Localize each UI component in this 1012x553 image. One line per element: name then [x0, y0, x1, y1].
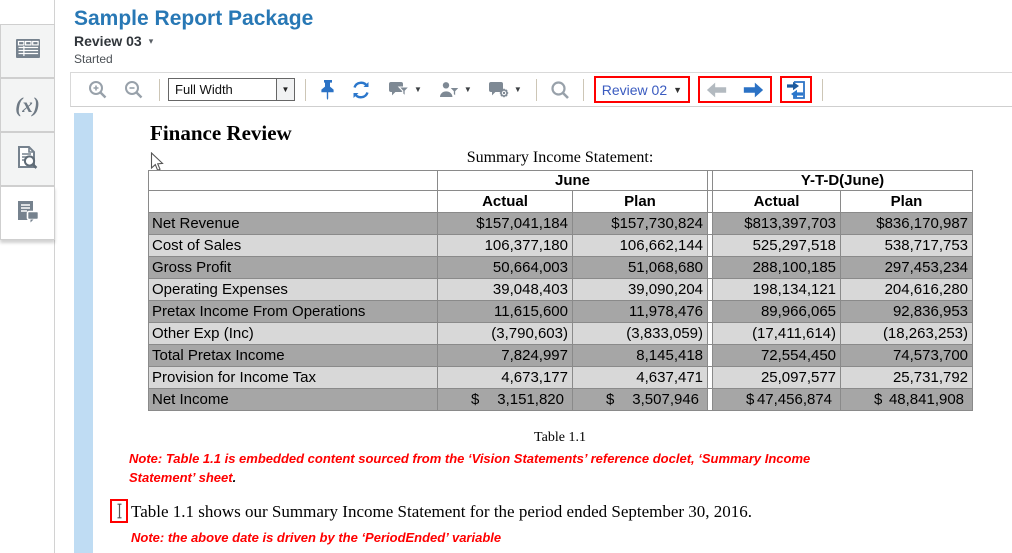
chevron-down-icon: ▼ — [414, 85, 422, 94]
document-comment-icon — [15, 199, 41, 228]
value-cell: 297,453,234 — [841, 257, 973, 279]
toolbar-separator — [159, 79, 160, 101]
value-cell: 72,554,450 — [713, 345, 841, 367]
value-cell: 538,717,753 — [841, 235, 973, 257]
value-cell: 11,978,476 — [573, 301, 708, 323]
pin-button[interactable] — [318, 79, 338, 101]
review-instance-selector[interactable] — [602, 82, 682, 98]
table-group-header-row — [149, 171, 973, 191]
value-text: 3,507,946 — [632, 391, 700, 408]
row-label-cell: Pretax Income From Operations — [149, 301, 438, 323]
value-cell — [438, 389, 573, 411]
view-mode-select[interactable] — [168, 78, 295, 101]
user-filter-dropdown[interactable] — [438, 81, 472, 98]
value-cell: $836,170,987 — [841, 213, 973, 235]
value-cell: 7,824,997 — [438, 345, 573, 367]
sidebar-tab-document-search[interactable] — [0, 132, 55, 186]
value-cell: 50,664,003 — [438, 257, 573, 279]
value-cell: 25,097,577 — [713, 367, 841, 389]
currency-symbol: $ — [874, 391, 883, 408]
row-label-cell: Cost of Sales — [149, 235, 438, 257]
note-line: Statement’ sheet — [129, 470, 233, 485]
review-cycle-label: Review 03 — [74, 33, 142, 49]
value-cell: $157,730,824 — [573, 213, 708, 235]
report-grid-icon — [15, 38, 41, 64]
doclet-heading: Finance Review — [150, 121, 292, 145]
currency-symbol: $ — [746, 391, 755, 408]
page-title: Sample Report Package — [74, 7, 314, 30]
row-label-cell: Net Revenue — [149, 213, 438, 235]
table-caption: Table 1.1 — [534, 430, 586, 445]
group-header-june: June — [438, 171, 708, 191]
nav-arrows-highlight — [698, 76, 772, 103]
table-row — [149, 213, 973, 235]
arrow-left-icon — [706, 81, 728, 99]
table-row — [149, 323, 973, 345]
value-cell: 204,616,280 — [841, 279, 973, 301]
comment-filter-icon — [388, 81, 410, 98]
variable-note: Note: the above date is driven by the ‘PeriodEnded’ variable — [131, 530, 502, 545]
sidebar-tab-variables[interactable] — [0, 78, 55, 132]
subheader-cell: Plan — [841, 191, 973, 213]
value-cell: 525,297,518 — [713, 235, 841, 257]
value-cell: 11,615,600 — [438, 301, 573, 323]
value-cell: $813,397,703 — [713, 213, 841, 235]
value-cell — [841, 389, 973, 411]
subheader-cell: Actual — [438, 191, 573, 213]
table-row — [149, 257, 973, 279]
comment-settings-icon — [488, 81, 510, 98]
sync-doclet-button[interactable] — [785, 80, 807, 100]
user-filter-icon — [438, 81, 460, 98]
value-text: 48,841,908 — [888, 391, 965, 408]
toolbar-separator — [583, 79, 584, 101]
toolbar-separator — [536, 79, 537, 101]
group-header-ytd: Y-T-D(June) — [713, 171, 973, 191]
toolbar-separator — [822, 79, 823, 101]
empty-header-cell — [149, 191, 438, 213]
table-row — [149, 235, 973, 257]
chevron-down-icon: ▼ — [673, 84, 683, 95]
value-cell: 39,048,403 — [438, 279, 573, 301]
currency-symbol: $ — [606, 391, 615, 408]
value-cell: (17,411,614) — [713, 323, 841, 345]
value-cell: 51,068,680 — [573, 257, 708, 279]
value-cell: 8,145,418 — [573, 345, 708, 367]
subheader-cell: Plan — [573, 191, 708, 213]
next-button[interactable] — [742, 81, 764, 99]
value-cell: 39,090,204 — [573, 279, 708, 301]
embedded-content-note — [129, 449, 959, 487]
table-row — [149, 367, 973, 389]
value-text: 3,151,820 — [497, 391, 564, 408]
zoom-in-button[interactable] — [87, 79, 109, 101]
value-cell: 4,673,177 — [438, 367, 573, 389]
review-selector-highlight — [594, 76, 690, 103]
comment-settings-dropdown[interactable] — [488, 81, 522, 98]
refresh-icon — [350, 79, 372, 101]
value-cell: 74,573,700 — [841, 345, 973, 367]
variables-icon: (x) — [15, 92, 40, 117]
value-cell: 288,100,185 — [713, 257, 841, 279]
zoom-out-button[interactable] — [123, 79, 145, 101]
toolbar-separator — [305, 79, 306, 101]
table-title: Summary Income Statement: — [466, 149, 654, 166]
row-label-cell: Gross Profit — [149, 257, 438, 279]
toolbar — [70, 72, 1012, 107]
value-cell: $157,041,184 — [438, 213, 573, 235]
row-label-cell: Provision for Income Tax — [149, 367, 438, 389]
view-mode-value: Full Width — [175, 82, 233, 97]
row-label-cell: Operating Expenses — [149, 279, 438, 301]
chevron-down-icon: ▾ — [148, 35, 154, 46]
value-cell: (3,833,059) — [573, 323, 708, 345]
income-statement-table — [148, 170, 973, 411]
text-cursor-icon — [115, 503, 124, 519]
sync-doclet-icon — [785, 80, 807, 100]
value-cell: (18,263,253) — [841, 323, 973, 345]
row-label-cell: Total Pretax Income — [149, 345, 438, 367]
table-row — [149, 345, 973, 367]
row-label-cell: Net Income — [149, 389, 438, 411]
note-line: Note: Table 1.1 is embedded content sourced from the ‘Vision Statements’ reference doclet, ‘Summary Income — [129, 451, 811, 466]
value-cell — [573, 389, 708, 411]
value-cell: (3,790,603) — [438, 323, 573, 345]
value-cell: 25,731,792 — [841, 367, 973, 389]
value-cell: 106,662,144 — [573, 235, 708, 257]
body-paragraph: Table 1.1 shows our Summary Income Statement for the period ended September 30, 2016. — [131, 502, 753, 521]
currency-symbol: $ — [471, 391, 480, 408]
search-button[interactable] — [549, 79, 571, 101]
value-cell: 106,377,180 — [438, 235, 573, 257]
review-cycle-selector[interactable] — [74, 33, 153, 49]
row-label-cell: Other Exp (Inc) — [149, 323, 438, 345]
value-cell — [713, 389, 841, 411]
previous-button[interactable] — [706, 81, 728, 99]
chevron-down-icon: ▼ — [513, 85, 522, 94]
subheader-cell: Actual — [713, 191, 841, 213]
value-cell: 198,134,121 — [713, 279, 841, 301]
zoom-in-icon — [87, 79, 109, 101]
empty-header-cell — [149, 171, 438, 191]
note-period: . — [232, 470, 237, 485]
table-row — [149, 301, 973, 323]
table-subheader-row — [149, 191, 973, 213]
refresh-button[interactable] — [350, 79, 372, 101]
review-instance-label: Review 02 — [601, 81, 668, 98]
sidebar-tab-document-comment[interactable] — [0, 186, 55, 240]
arrow-right-icon — [742, 81, 764, 99]
value-cell: 4,637,471 — [573, 367, 708, 389]
table-row — [149, 279, 973, 301]
comment-filter-dropdown[interactable] — [388, 81, 422, 98]
view-mode-dropdown-button[interactable] — [276, 79, 294, 100]
sync-doclet-highlight — [780, 76, 812, 103]
search-icon — [549, 79, 571, 101]
pin-icon — [318, 79, 338, 101]
value-cell: 92,836,953 — [841, 301, 973, 323]
chevron-down-icon: ▼ — [463, 85, 472, 94]
sidebar-tab-report-grid[interactable] — [0, 24, 55, 78]
table-row — [149, 389, 973, 411]
zoom-out-icon — [123, 79, 145, 101]
value-cell: 89,966,065 — [713, 301, 841, 323]
document-search-icon — [15, 145, 40, 174]
chevron-down-icon: ▼ — [281, 85, 290, 94]
text-cursor-highlight — [110, 499, 128, 523]
value-text: 47,456,874 — [756, 391, 833, 408]
status-text: Started — [74, 52, 113, 66]
page-margin-strip — [74, 113, 93, 553]
